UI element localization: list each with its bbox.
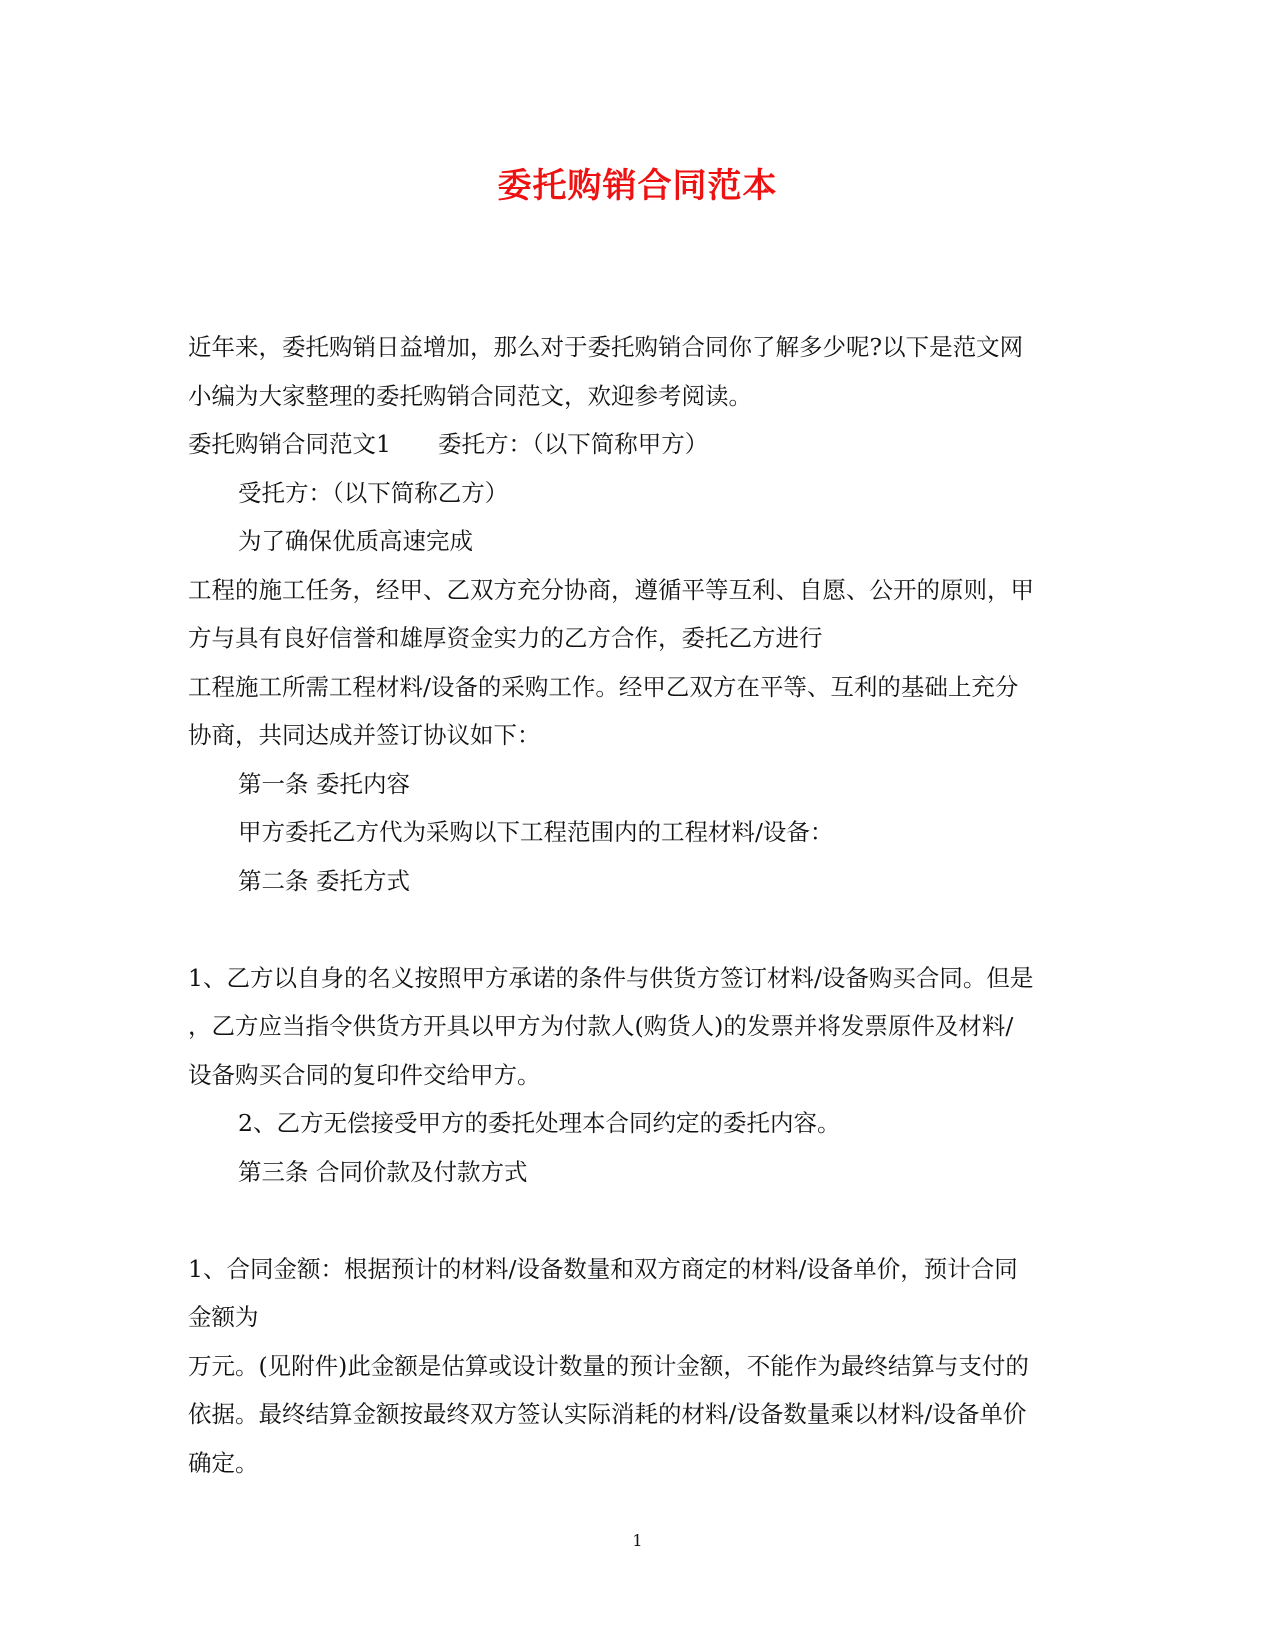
paragraph-line: 委托购销合同范文1 委托方：（以下简称甲方）	[188, 430, 709, 458]
paragraph-line: 确定。	[188, 1448, 259, 1477]
section-heading: 第三条 合同价款及付款方式	[238, 1157, 528, 1186]
paragraph-line: 1、乙方以自身的名义按照甲方承诺的条件与供货方签订材料/设备购买合同。但是	[188, 963, 1034, 992]
paragraph-line: 1、合同金额：根据预计的材料/设备数量和双方商定的材料/设备单价，预计合同	[188, 1254, 1018, 1283]
section-heading: 第二条 委托方式	[238, 866, 410, 895]
paragraph-line: 工程施工所需工程材料/设备的采购工作。经甲乙双方在平等、互利的基础上充分	[188, 672, 1019, 701]
paragraph-line: 金额为	[188, 1303, 259, 1331]
paragraph-line: 受托方：（以下简称乙方）	[238, 478, 509, 507]
blank-line	[188, 1196, 1088, 1245]
paragraph-line: 小编为大家整理的委托购销合同范文，欢迎参考阅读。	[188, 381, 752, 410]
paragraph-line: 2、乙方无偿接受甲方的委托处理本合同约定的委托内容。	[238, 1109, 841, 1137]
paragraph-line: 万元。(见附件)此金额是估算或设计数量的预计金额，不能作为最终结算与支付的	[188, 1351, 1029, 1380]
document-title: 委托购销合同范本	[497, 166, 778, 206]
paragraph-line: 近年来，委托购销日益增加，那么对于委托购销合同你了解多少呢?以下是范文网	[188, 333, 1024, 361]
paragraph-line: 甲方委托乙方代为采购以下工程范围内的工程材料/设备：	[238, 818, 834, 846]
paragraph-line: 设备购买合同的复印件交给甲方。	[188, 1060, 541, 1089]
page-number: 1	[632, 1531, 643, 1550]
paragraph-line: 工程的施工任务，经甲、乙双方充分协商，遵循平等互利、自愿、公开的原则，甲	[188, 575, 1034, 604]
paragraph-line: 为了确保优质高速完成	[238, 527, 473, 555]
blank-line	[188, 905, 1088, 954]
paragraph-line: ，乙方应当指令供货方开具以甲方为付款人(购货人)的发票并将发票原件及材料/	[188, 1012, 1014, 1040]
section-heading: 第一条 委托内容	[238, 769, 410, 798]
paragraph-line: 依据。最终结算金额按最终双方签认实际消耗的材料/设备数量乘以材料/设备单价	[188, 1400, 1027, 1428]
document-body	[188, 323, 1088, 1487]
paragraph-line: 协商，共同达成并签订协议如下：	[188, 721, 541, 749]
paragraph-line: 方与具有良好信誉和雄厚资金实力的乙方合作，委托乙方进行	[188, 624, 823, 652]
